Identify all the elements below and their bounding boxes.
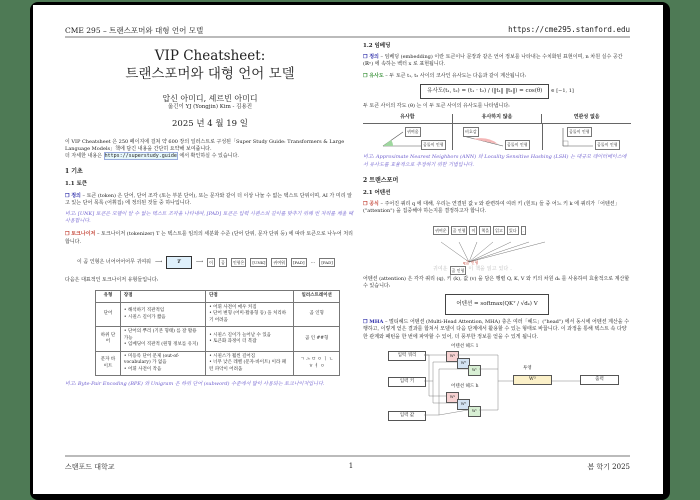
section-2-heading: 2 트랜스포머 (363, 176, 399, 184)
key-tokens (433, 226, 526, 235)
token-chip: 인형은 (231, 258, 247, 267)
translator: 옮긴이 YJ (Yongjin) Kim - 김용진 (167, 104, 253, 111)
output-box: 출력 (580, 375, 619, 385)
token-chip: 이 (207, 258, 215, 267)
definition-text: – 토큰 (token) 은 단어, 단어 조각 (또는 부분 단어), 또는 문자와 같이 더 이상 나눌 수 없는 텍스트 단위이며, AI 가 미리 알고 있는 단어 목록 (어휘집) 에 정의된 것들 중 하나입니다. (65, 192, 352, 206)
cell-cons (206, 351, 294, 376)
token-chip: 곰 인형 (451, 226, 468, 235)
section-2-1-heading: 2.1 어텐션 (363, 190, 391, 197)
tokenizer-flow-diagram (77, 256, 355, 269)
input-value-box: 입력 값 (388, 411, 426, 421)
vector-label: 비호감 (463, 127, 479, 136)
mha-connector-lines (363, 345, 631, 437)
similarity-equation-row (363, 84, 631, 99)
pro-item: • 해석하기 직관적임 (123, 308, 165, 313)
vector-label: 곰돌이 인형 (595, 140, 620, 149)
token-text: 귀여운 (433, 265, 448, 272)
cell-pros (120, 351, 205, 376)
angle-text: 두 토큰 사이의 각도 (θ) 는 이 두 토큰 사이의 유사도를 나타냅니다: (363, 103, 510, 110)
intro-more-text: 더 자세한 내용은 (65, 153, 102, 160)
definition-text: – 임베딩 (embedding) 이란 토큰이나 문장과 같은 언어 정보를 나타내는 수치화된 표현이며, n 차원 실수 공간 (ℝⁿ) 에 속하는 벡터 x 로 표현됩니다. (363, 54, 623, 68)
pro-item: • 시퀀스 길이가 짧음 (123, 314, 166, 320)
vector-label: 곰돌이 인형 (505, 140, 530, 149)
mha-keyword: ❐ MHA (363, 319, 384, 326)
intro-paragraph (65, 139, 355, 161)
authors: 압신 아미디, 셰르빈 아미디 (162, 94, 258, 103)
cell-pros (120, 302, 205, 327)
table-intro: 다음은 대표적인 토크나이저 유형들입니다: (65, 277, 159, 284)
ann-note: 비고: Approximate Nearest Neighbors (ANN) 와 Locality Sensitive Hashing (LSH) 는 대규모 데이터베이스에서 유사도를 효율적으로 추정하기 위한 기법입니다. (363, 154, 627, 168)
section-1-heading: 1 기초 (65, 168, 83, 176)
query-tokens (433, 266, 512, 275)
attention-diagram (363, 216, 631, 276)
table-row (96, 351, 340, 376)
dissimilar-figure (452, 124, 542, 150)
header-rule (65, 36, 630, 38)
pro-item: • 단어의 뿌리 (기본 형태) 를 잘 활용 가능 (123, 329, 197, 341)
page-header (65, 25, 630, 35)
tokenizer-box: T (166, 256, 192, 269)
section-1-2-heading: 1.2 임베딩 (363, 43, 391, 49)
cell-illustration: 곰 인형 (294, 302, 340, 327)
cell-type: 하위 단어 (96, 327, 121, 352)
token-chip: 이 (469, 226, 477, 235)
section-1-1-heading: 1.1 토큰 (65, 181, 88, 188)
right-column (363, 43, 631, 437)
token-chip: 읽고 (493, 226, 505, 235)
tokenizer-types-table (95, 290, 340, 376)
sim-header: 연관성 없음 (541, 114, 631, 123)
column-header: 장점 (120, 291, 205, 303)
header-url[interactable]: https://cme295.stanford.edu (508, 25, 630, 34)
intro-more-suffix: 에서 확인하실 수 있습니다. (179, 153, 239, 160)
page-number: 1 (348, 462, 354, 470)
attention-equation: 어텐션 = softmax(QKᵀ / √dₖ) V (445, 294, 548, 315)
head-h-label: 어텐션 헤드 h (451, 383, 479, 389)
token-chip: 책을 (479, 226, 491, 235)
con-item: • 시퀀스 길이가 늘어날 수 있음 (209, 332, 272, 338)
superstudy-link[interactable]: https://superstudy.guide (104, 153, 177, 160)
arrow-icon: ⟶ (154, 258, 163, 265)
pro-item: • 어휘 사전이 작음 (123, 366, 162, 372)
formula-keyword: ❐ 공식 (363, 201, 379, 208)
cell-type: 단어 (96, 302, 121, 327)
wv-block: Wᵛ (468, 365, 481, 376)
token-text: 읽고 (486, 265, 497, 272)
embedding-definition (363, 54, 631, 68)
similarity-text: – 두 토큰 t₁, t₂ 사이의 코사인 유사도는 다음과 같이 계산됩니다: (383, 72, 527, 79)
attention-text: 어텐션 (attention) 은 각각 쿼리 (q), 키 (k), 값 (v) 을 담은 행렬 Q, K, V 와 키의 차원 dₖ 를 사용하여 효율적으로 계산할 수 있습니다: (363, 275, 630, 289)
token-chip: [UNK] (250, 258, 267, 267)
similarity-definition (363, 73, 631, 80)
tokenizer-keyword: ❐ 토크나이저 (65, 231, 96, 238)
formula-text: – 주어진 쿼리 q 에 대해, 우리는 연결된 값 v 와 관련하여 여러 키 (힌트) 들 중 어느 키 k 에 쿼리가「어텐션」("attention") 을 집중해야 하는지를 결정하고자 합니다. (363, 201, 620, 215)
similarity-range: ∈ [−1, 1] (550, 87, 574, 94)
token-chip: 곰 인형 (450, 266, 467, 275)
footer-university: 스탠포드 대학교 (65, 463, 115, 471)
arrow-icon: ⟶ (195, 258, 204, 265)
cell-cons (206, 327, 294, 352)
mha-text: – 멀티헤드 어텐션 (Multi-Head Attention, MHA) 층은 여러「헤드」("head") 에서 동시에 어텐션 계산을 수행하고, 이렇게 얻은 결과를 합쳐서 모델이 다음 단계에서 활용할 수 있는 형태로 바꿉니다. 이 과정을 통해 텍스트 속 다양한 관계와 패턴을 한 번에 파악할 수 있어, 더 풍부한 정보를 얻을 수 있게 됩니다. (363, 319, 630, 340)
unrelated-figure (542, 124, 632, 150)
title-line-1: VIP Cheatsheet: (154, 48, 266, 64)
wq-block: Wᵠ (446, 392, 459, 403)
cell-illustration: ㄱ ㅗ ㅁ ㅇ ㅣ ㄴ ㅎ ㅕ ㅇ (294, 351, 340, 376)
con-item: • 너무 낮은 레벨 (문자·바이트) 이라 패턴 파악이 어려움 (209, 360, 287, 372)
vector-label: 곰돌이 인형 (567, 127, 592, 136)
column-header: 유형 (96, 291, 121, 303)
token-chip: 귀여운 (433, 226, 449, 235)
token-text: 책을 (475, 265, 485, 272)
attention-formula-definition (363, 201, 631, 215)
query-label: q곰 인형 (463, 259, 479, 265)
wk-block: Wᴷ (457, 358, 470, 369)
similar-figure (363, 124, 452, 150)
con-item: • 시퀀스가 훨씬 길어짐 (209, 353, 256, 359)
flow-input-text: 이 곰 인형은 너어어어어무 귀여워 (77, 258, 151, 265)
head-1-label: 어텐션 헤드 1 (451, 343, 479, 349)
page-title (65, 47, 355, 83)
sim-header: 유사함 (400, 114, 415, 121)
similarity-equation: 유사도(t₁, t₂) = (t₁ · t₂) / (‖t₁‖ ‖t₂‖) = cos(θ) (420, 84, 549, 99)
date: 2025 년 4 월 19 일 (172, 119, 248, 130)
tokenizer-text: – 토크나이저 (tokenizer) T 는 텍스트를 임의의 세분화 수준 (단어 단위, 문자 단위 등) 에 따라 토큰으로 나누어 처리합니다. (65, 231, 353, 245)
sim-header: 유사하지 않음 (452, 114, 542, 123)
token-text: 있다 (498, 265, 509, 272)
con-item: • 토큰화 과정이 더 복잡 (209, 339, 257, 344)
mha-diagram (363, 345, 631, 437)
attention-lines-icon (433, 240, 563, 264)
input-query-box: 입력 쿼리 (388, 351, 426, 361)
wk-block: Wᴷ (457, 399, 470, 410)
table-row (96, 302, 340, 327)
table-header-row (96, 291, 340, 303)
token-text: . (510, 265, 512, 272)
mha-definition (363, 319, 631, 341)
left-column (65, 43, 355, 388)
cell-illustration: 곰 인 ##형 (294, 327, 340, 352)
footer-rule (65, 455, 630, 457)
cell-cons (206, 302, 294, 327)
header-course-title: CME 295 – 트랜스포머와 대형 언어 모델 (65, 26, 204, 35)
wv-block: Wᵛ (468, 406, 481, 417)
page-footer (65, 462, 630, 472)
bpe-note: 비고: Byte-Pair Encoding (BPE) 와 Unigram 은 하위 단어 (subword) 수준에서 많이 사용되는 토크나이저입니다. (65, 381, 325, 388)
vector-label: 곰돌이 인형 (421, 140, 446, 149)
token-chip: [PAD] (319, 258, 335, 267)
table-row (96, 327, 340, 352)
wq-block: Wᵠ (446, 351, 459, 362)
title-line-2: 트랜스포머와 대형 언어 모델 (125, 66, 295, 82)
con-item: • 단어 변형 (어미·활용형 등) 을 처리하기 어려움 (209, 311, 287, 323)
similarity-keyword: ❐ 유사도 (363, 72, 384, 79)
pro-item: • 미등록 단어 문제 (out-of-vocabulary) 가 없음 (123, 353, 180, 366)
definition-keyword: ❐ 정의 (363, 54, 379, 61)
similarity-headers (363, 114, 631, 124)
token-chip: 곰 (219, 258, 227, 267)
token-chip: [PAD] (291, 258, 307, 267)
token-chip: . (521, 226, 526, 235)
tokenizer-definition (65, 231, 355, 245)
ellipsis: ... (310, 258, 316, 265)
con-item: • 어휘 사전이 매우 커짐 (209, 304, 257, 310)
pro-item: • 임베딩이 직관적 (원형 정보를 유지) (123, 342, 199, 348)
wo-projection-box: Wᴼ (513, 375, 552, 385)
attention-equation-row (363, 294, 631, 315)
token-chip: 있다 (507, 226, 519, 235)
column-header: 일러스트레이션 (294, 291, 340, 303)
input-key-box: 입력 키 (388, 377, 426, 387)
footer-term: 봄 학기 2025 (587, 463, 630, 471)
token-note: 비고: [UNK] 토큰은 모델이 알 수 없는 텍스트 조각을 나타내며, [PAD] 토큰은 입력 시퀀스의 길이를 맞추기 위해 빈 자리를 채울 때 사용합니다. (65, 211, 353, 225)
token-chip: 귀여워 (271, 258, 287, 267)
vector-label: 귀여움 (405, 127, 421, 136)
cell-pros (120, 327, 205, 352)
similarity-figures (363, 124, 631, 150)
column-header: 단점 (206, 291, 294, 303)
projection-label: 투영 (523, 365, 532, 371)
intro-text: 이 VIP Cheatsheet 은 250 페이지에 걸쳐 약 600 장의 일러스트로 구성된「Super Study Guide: Transformers & Large Language Models」책에 담긴 내용을 간단히 요약해 보여줍니다. (65, 138, 345, 152)
definition-keyword: ❐ 정의 (65, 192, 81, 199)
token-text: 이 (468, 265, 474, 272)
document-page (33, 5, 663, 494)
token-definition (65, 193, 355, 207)
cell-type: 문자 바이트 (96, 351, 121, 376)
